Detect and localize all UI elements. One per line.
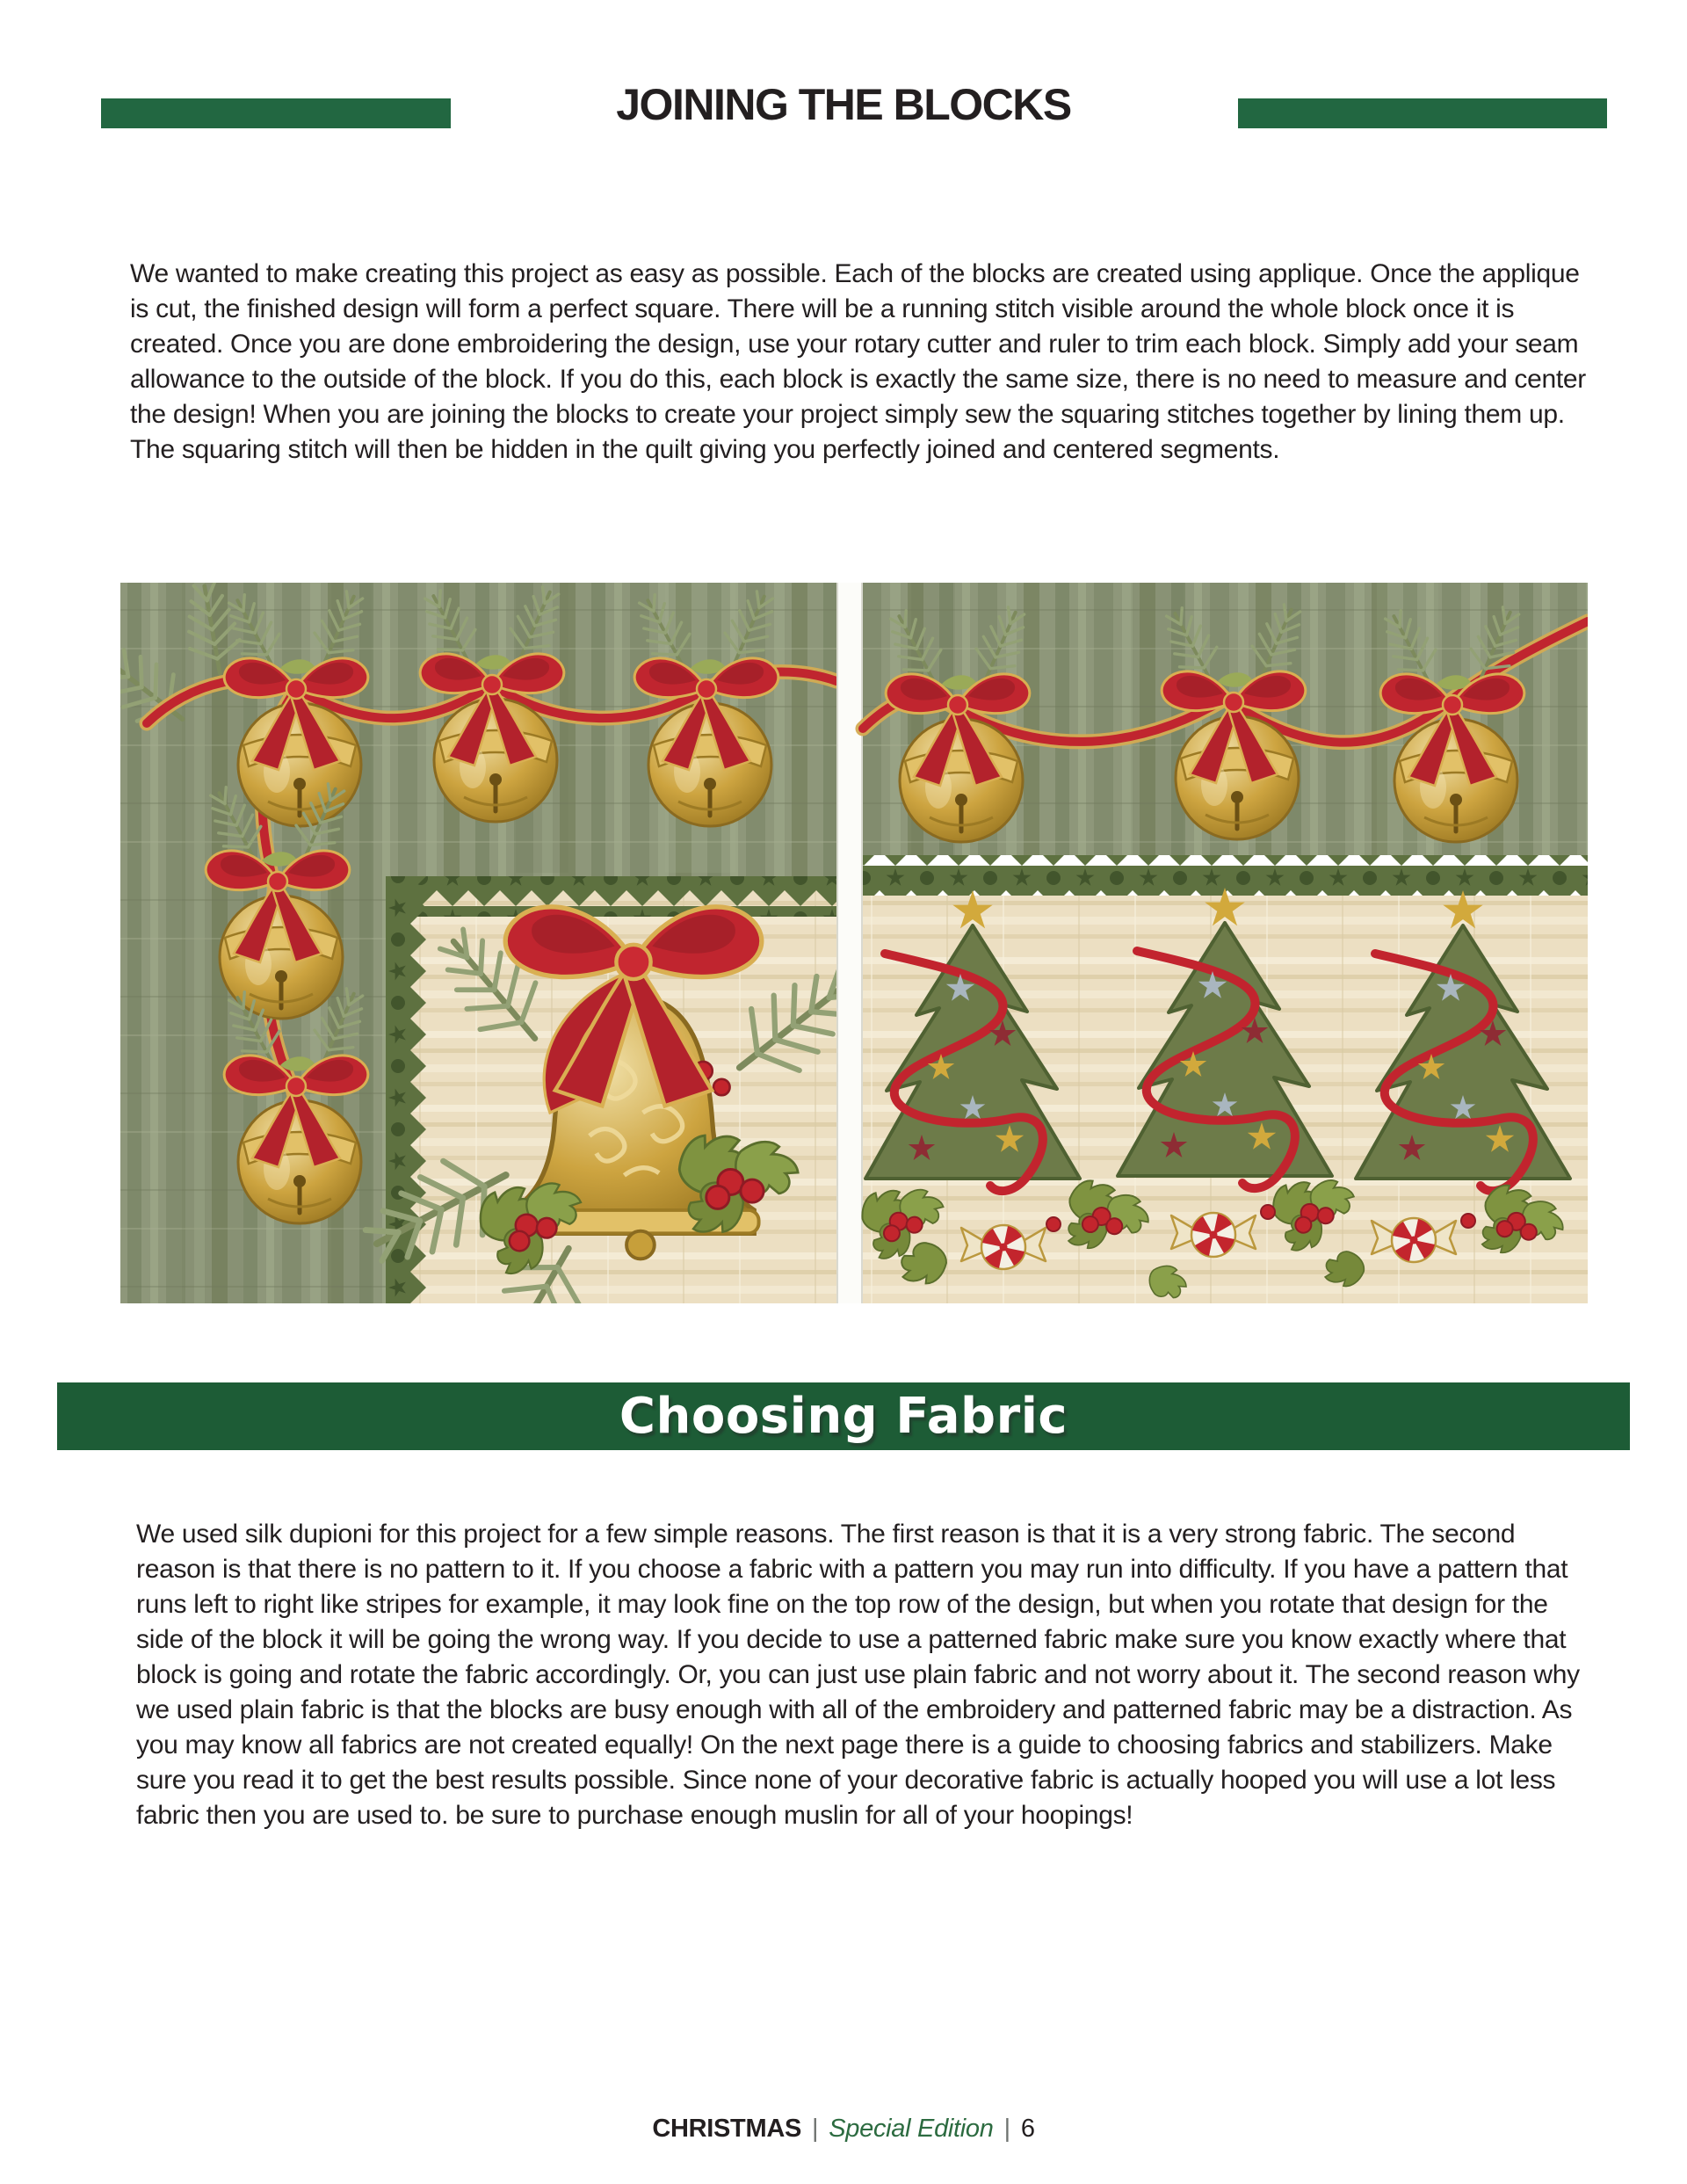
footer-separator: | [1003,2115,1010,2143]
footer-page-number: 6 [1020,2115,1035,2143]
page-footer [0,2115,1687,2144]
intro-paragraph: We wanted to make creating this project as easy as possible. Each of the blocks are created using applique. Once the applique is cut, the finished design will form a perfect square. There will be a running stitch visible around the whole block once it is created. Once you are done embroidering the design, use your rotary cutter and ruler to trim each block. Simply add your seam allowance to the outside of the block. If you do this, each block is exactly the same size, there is no need to measure and center the design! When you are joining the blocks to create your project simply sew the squaring stitches together by lining them up. The squaring stitch will then be hidden in the quilt giving you perfectly joined and centered segments. [130,259,1586,464]
section-banner-title: Choosing Fabric [619,1388,1068,1445]
zigzag-border-top [386,876,836,917]
embroidery-photo [120,583,1588,1303]
embroidery-photo-illustration [120,583,1588,1303]
page-title: JOINING THE BLOCKS [616,80,1071,129]
footer-magazine-title: CHRISTMAS [652,2115,802,2143]
header-rule-right [1238,98,1607,128]
quilt-block-right [850,583,1588,1303]
footer-separator: | [812,2115,819,2143]
section-banner [57,1382,1630,1450]
quilt-block-left [120,583,873,1303]
block-seam [836,583,863,1303]
fabric-paragraph: We used silk dupioni for this project for a few simple reasons. The first reason is that it is a very strong fabric. The second reason is that there is no pattern to it. If you choose a fabric with a pattern you may run into difficulty. If you have a pattern that runs left to right like stripes for example, it may look fine on the top row of the design, but when you rotate that design for the side of the block it will be going the wrong way. If you decide to use a patterned fabric make sure you know exactly where that block is going and rotate the fabric accordingly. Or, you can just use plain fabric and not worry about it. The second reason why we used plain fabric is that the blocks are busy enough with all of the embroidery and patterned fabric may be a distraction. As you may know all fabrics are not created equally! On the next page there is a guide to choosing fabrics and stabilizers. Make sure you read it to get the best results possible. Since none of your decorative fabric is actually hooped you will use a lot less fabric then you are used to. be sure to purchase enough muslin for all of your hoopings! [136,1520,1580,1830]
footer-edition: Special Edition [829,2115,994,2143]
